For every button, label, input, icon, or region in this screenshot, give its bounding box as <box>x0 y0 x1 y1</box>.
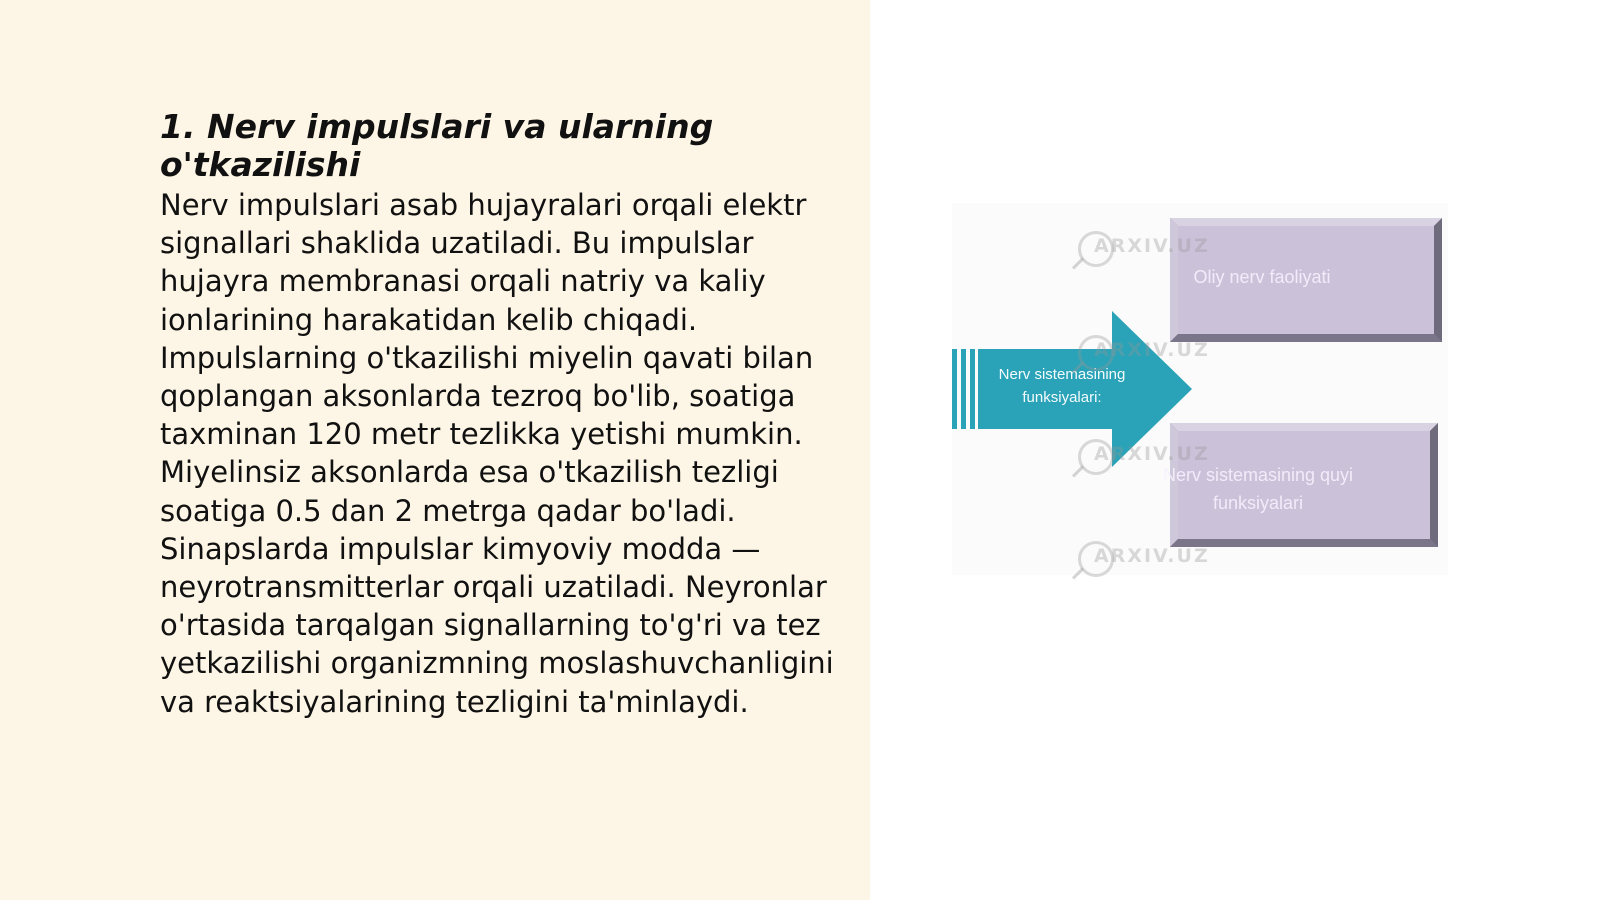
top-box-label: Oliy nerv faoliyati <box>1193 267 1331 287</box>
watermark-text: ARXIV.UZ <box>1094 235 1210 257</box>
watermark-text: ARXIV.UZ <box>1094 339 1210 361</box>
slide-title: 1. Nerv impulslari va ularning o'tkazilishi <box>160 107 714 184</box>
arrow-label: Nerv sistemasining funksiyalari: <box>998 366 1126 406</box>
arrow-stripe-2 <box>961 349 966 429</box>
diagram-image <box>952 203 1448 575</box>
watermark-text: ARXIV.UZ <box>1094 443 1210 465</box>
arrow-stripe-1 <box>952 349 957 429</box>
watermark-text: ARXIV.UZ <box>1094 545 1210 567</box>
slide-body-text: Nerv impulslari asab hujayralari orqali elektr signallari shaklida uzatiladi. Bu impulslar hujayra membranasi orqali natriy va kaliy ionlarining harakatidan kelib chiqadi. Impulslarning o'tkazilishi miyelin qavati bilan qoplangan aksonlarda tezroq bo'lib, soatiga taxminan 120 metr tezlikka yetishi mumkin. Miyelinsiz aksonlarda esa o'tkazilish tezligi soatiga 0.5 dan 2 metrga qadar bo'ladi. Sinapslarda impulslar kimyoviy modda — neyrotransmitterlar orqali uzatiladi. Neyronlar o'rtasida tarqalgan signallarning to'g'ri va tez yetkazilishi organizmning moslashuvchanligini va reaktsiyalarining tezligini ta'minlaydi. <box>160 188 834 719</box>
bottom-box-label: Nerv sistemasining quyi funksiyalari <box>1162 465 1354 513</box>
